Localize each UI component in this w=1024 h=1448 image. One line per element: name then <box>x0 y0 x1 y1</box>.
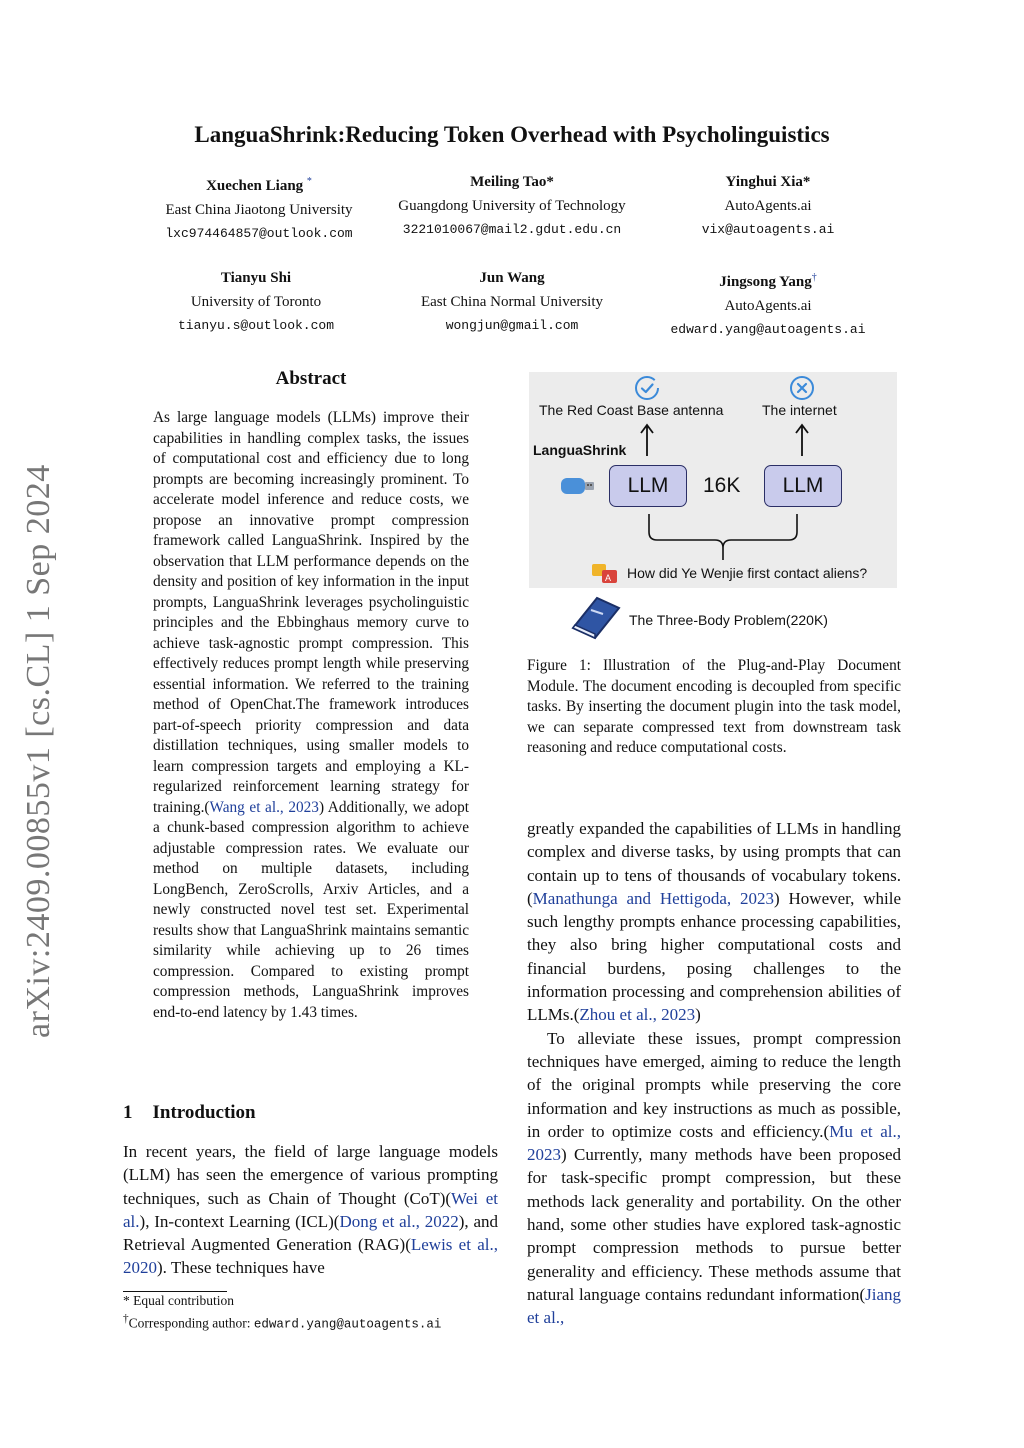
author-block <box>106 266 406 338</box>
body-text: ), and Retrieval Augmented Generation (RAG)( <box>123 1211 498 1255</box>
up-arrow-icon <box>639 422 655 458</box>
citation-link[interactable]: Manathunga and Hettigoda, 2023 <box>532 888 775 908</box>
author-name: Jun Wang <box>479 270 545 286</box>
author-affiliation: AutoAgents.ai <box>724 198 812 214</box>
abstract-text: ) Additionally, we adopt a chunk-based compression algorithm to achieve adjustable compression rates. We evaluate our method on multiple datasets, including LongBench, ZeroScrolls, Arxiv Articles, and a newly constructed novel test set. Experimental results show that LanguaShrink maintains semantic similarity while achieving up to 26 times compression. Compared to existing prompt compression methods, LanguaShrink improves end-to-end latency by 1.43 times. <box>153 798 470 1021</box>
author-block <box>362 266 662 338</box>
section-number: 1 <box>123 1102 133 1123</box>
system-label: LanguaShrink <box>533 442 627 458</box>
footnote-mark: † <box>123 1313 129 1325</box>
author-mark: † <box>811 272 817 283</box>
book-label: The Three-Body Problem(220K) <box>629 612 828 628</box>
author-email: vix@autoagents.ai <box>701 222 835 237</box>
translate-question-icon <box>591 562 619 586</box>
section-heading <box>123 1102 256 1124</box>
footnote-text: Corresponding author: <box>128 1315 254 1331</box>
context-size: 16K <box>703 474 741 497</box>
body-text: ). These techniques have <box>157 1258 325 1278</box>
body-text: ) Currently, many methods have been proposed for task-specific prompt compression, but these methods lack generality and portability. On the other hand, some other studies have explored task-agnostic prompt compression methods to pursue better generality and efficiency. These methods assume that natural language contains redundant information( <box>527 1145 901 1304</box>
footnote-equal-contribution <box>123 1291 503 1310</box>
author-email: lxc974464857@outlook.com <box>165 226 353 241</box>
author-affiliation: Guangdong University of Technology <box>398 198 626 214</box>
body-text: In recent years, the field of large language models (LLM) has seen the emergence of various prompting techniques, such as Chain of Thought (CoT)( <box>123 1142 498 1208</box>
author-email: 3221010067@mail2.gdut.edu.cn <box>402 222 622 237</box>
body-text: ), In-context Learning (ICL)( <box>139 1211 340 1231</box>
author-block <box>618 266 918 342</box>
body-text: To alleviate these issues, prompt compression techniques have emerged, aiming to reduce the length of the original prompts while preserving the core information and key instructions as much as possible, in order to optimize costs and efficiency.( <box>527 1028 901 1141</box>
abstract-body <box>153 408 469 1023</box>
citation-link[interactable]: Mu et al., 2023 <box>527 1121 901 1165</box>
usb-plugin-icon <box>559 475 599 497</box>
svg-text:A: A <box>605 573 612 583</box>
author-email: edward.yang@autoagents.ai <box>670 322 866 337</box>
author-name: Yinghui Xia* <box>725 174 811 190</box>
author-affiliation: East China Jiaotong University <box>165 202 353 218</box>
citation-link[interactable]: Wei et al. <box>123 1188 498 1231</box>
author-affiliation: East China Normal University <box>420 294 604 310</box>
output-label-left: The Red Coast Base antenna <box>539 402 724 418</box>
author-block <box>618 170 918 242</box>
author-name: Jingsong Yang <box>719 274 812 290</box>
llm-box-left: LLM <box>609 465 687 507</box>
paper-title: LanguaShrink:Reducing Token Overhead with Psycholinguistics <box>194 122 830 147</box>
paragraph <box>527 1027 901 1330</box>
author-name: Xuechen Liang <box>206 178 304 194</box>
author-name: Meiling Tao* <box>470 174 554 190</box>
output-label-right: The internet <box>762 402 837 418</box>
merge-bracket <box>639 512 809 562</box>
footnote-corresponding <box>123 1310 503 1335</box>
llm-box-right: LLM <box>764 465 842 507</box>
author-email: wongjun@gmail.com <box>445 318 579 333</box>
author-email: tianyu.s@outlook.com <box>177 318 335 333</box>
cross-circle-icon <box>789 375 815 401</box>
body-text: ) However, while such lengthy prompts enhance processing capabilities, they also bring higher computational costs and financial burdens, posing challenges to the information processing and comprehension abilities of LLMs.( <box>527 888 902 1025</box>
question-text: How did Ye Wenjie first contact aliens? <box>627 565 868 581</box>
author-name: Tianyu Shi <box>220 270 292 286</box>
section-title: Introduction <box>152 1102 256 1123</box>
abstract-heading: Abstract <box>275 368 347 389</box>
up-arrow-icon <box>794 422 810 458</box>
citation-link[interactable]: Dong et al., 2022 <box>339 1211 459 1231</box>
body-text: greatly expanded the capabilities of LLMs in handling complex and diverse tasks, by using prompts that can contain up to tens of thousands of vocabulary tokens.( <box>527 819 901 908</box>
intro-paragraph <box>123 1140 498 1280</box>
footnote-text: Equal contribution <box>129 1293 234 1308</box>
citation-link[interactable]: Wang et al., 2023 <box>209 798 319 816</box>
figure-caption: Figure 1: Illustration of the Plug-and-Play Document Module. The document encoding is decoupled from specific tasks. By inserting the document plugin into the task model, we can separate compressed text from downstream task reasoning and reduce computational costs. <box>527 657 901 757</box>
author-affiliation: University of Toronto <box>190 294 322 310</box>
author-mark: * <box>306 176 312 187</box>
footnote-mark: * <box>123 1293 130 1308</box>
author-block <box>362 170 662 242</box>
book-icon <box>567 594 625 640</box>
abstract-text: As large language models (LLMs) improve their capabilities in handling complex tasks, the issues of computational cost and efficiency due to long prompts are becoming increasingly prominent. To accelerate model inference and reduce costs, we propose an innovative prompt compression framework called LanguaShrink. Inspired by the observation that LLM performance depends on the density and position of key information in the input prompts, LanguaShrink leverages psycholinguistic principles and the Ebbinghaus memory curve to achieve task-agnostic prompt compression. This effectively reduces prompt length while preserving essential information. We referred to the training method of OpenChat.The framework introduces part-of-speech priority compression and data distillation techniques, using smaller models to learn compression targets and employing a KL-regularized reinforcement learning strategy for training.( <box>153 409 469 816</box>
arxiv-identifier: arXiv:2409.00855v1 [cs.CL] 1 Sep 2024 <box>20 464 57 1038</box>
citation-link[interactable]: Lewis et al., 2020 <box>123 1235 498 1278</box>
body-text: ) <box>695 1005 701 1025</box>
right-column-text <box>527 817 901 1330</box>
paragraph <box>527 817 901 1027</box>
author-affiliation: AutoAgents.ai <box>724 298 812 314</box>
citation-link[interactable]: Jiang et al., <box>527 1284 901 1328</box>
footnote-email: edward.yang@autoagents.ai <box>253 1317 442 1332</box>
citation-link[interactable]: Zhou et al., 2023 <box>579 1005 696 1025</box>
check-circle-icon <box>634 375 660 401</box>
